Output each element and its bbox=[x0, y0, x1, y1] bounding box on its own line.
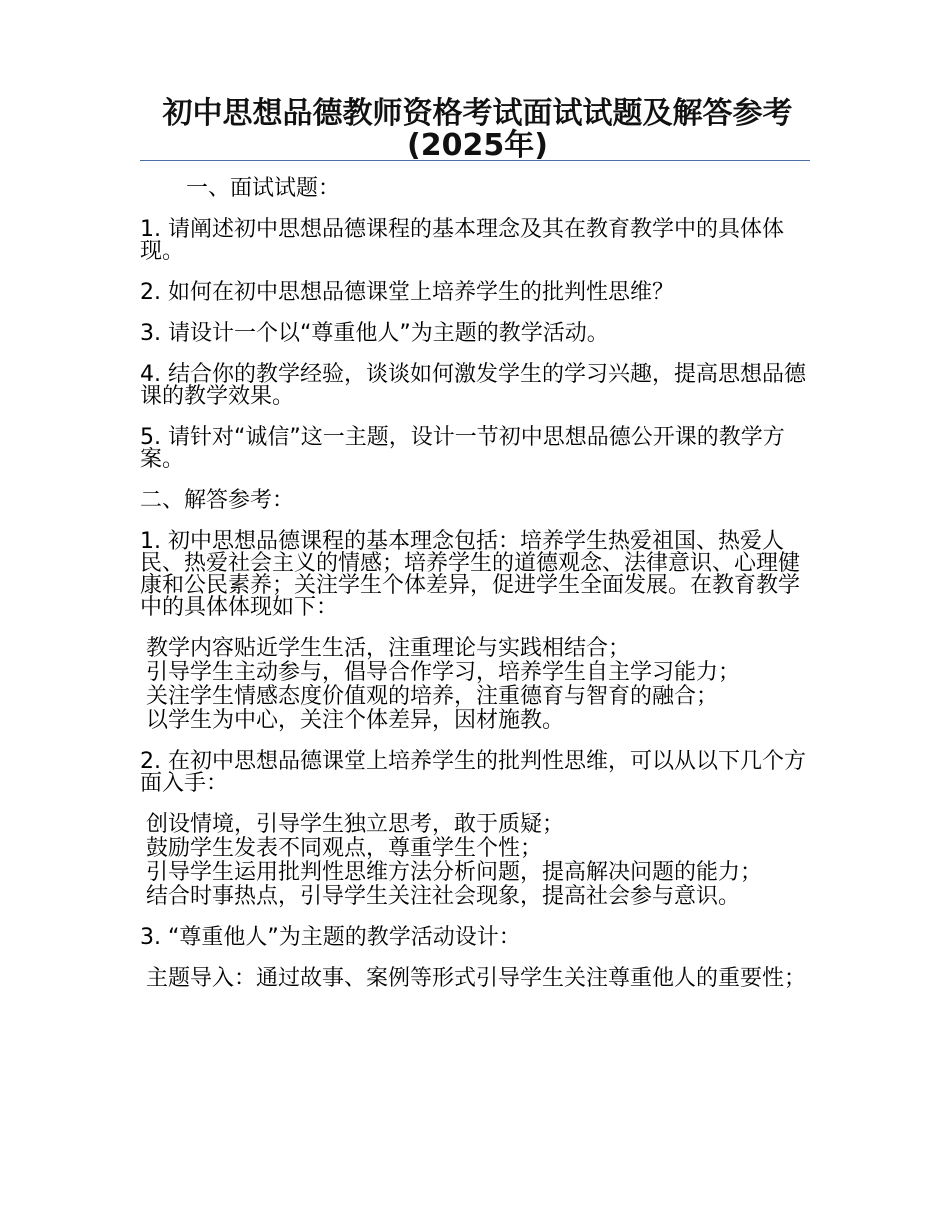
question-item: 2. 如何在初中思想品德课堂上培养学生的批判性思维？ bbox=[140, 280, 674, 305]
answer-point: 引导学生运用批判性思维方法分析问题，提高解决问题的能力； bbox=[146, 860, 763, 885]
answer-point: 结合时事热点，引导学生关注社会现象，提高社会参与意识。 bbox=[146, 884, 741, 909]
answer-point: 鼓励学生发表不同观点，尊重学生个性； bbox=[146, 836, 543, 861]
answer-points bbox=[140, 638, 812, 732]
answer-point: 引导学生主动参与，倡导合作学习，培养学生自主学习能力； bbox=[146, 660, 741, 685]
answer-intro: 3. “尊重他人”为主题的教学活动设计： bbox=[140, 925, 521, 950]
section-heading-answers: 二、解答参考： bbox=[140, 488, 295, 513]
question-item: 5. 请针对“诚信”这一主题，设计一节初中思想品德公开课的教学方案。 bbox=[140, 425, 785, 472]
document-body bbox=[140, 178, 812, 1009]
question-item: 3. 请设计一个以“尊重他人”为主题的教学活动。 bbox=[140, 321, 609, 346]
answer-point: 创设情境，引导学生独立思考，敢于质疑； bbox=[146, 812, 565, 837]
question-item: 1. 请阐述初中思想品德课程的基本理念及其在教育教学中的具体体现。 bbox=[140, 217, 784, 264]
answer-point: 关注学生情感态度价值观的培养，注重德育与智育的融合； bbox=[146, 684, 719, 709]
answer-point: 教学内容贴近学生生活，注重理论与实践相结合； bbox=[146, 636, 631, 661]
answer-points bbox=[140, 968, 812, 990]
answer-intro: 2. 在初中思想品德课堂上培养学生的批判性思维，可以从以下几个方面入手： bbox=[140, 749, 806, 796]
answer-point: 主题导入：通过故事、案例等形式引导学生关注尊重他人的重要性； bbox=[146, 966, 807, 991]
answer-intro: 1. 初中思想品德课程的基本理念包括：培养学生热爱祖国、热爱人民、热爱社会主义的情感；培养学生的道德观念、法律意识、心理健康和公民素养；关注学生个体差异，促进学生全面发展。在教育教学中的具体体现如下： bbox=[140, 529, 801, 620]
answer-points bbox=[140, 814, 812, 908]
answer-point: 以学生为中心，关注个体差异，因材施教。 bbox=[146, 708, 565, 733]
question-item: 4. 结合你的教学经验，谈谈如何激发学生的学习兴趣，提高思想品德课的教学效果。 bbox=[140, 362, 806, 409]
title-divider bbox=[140, 160, 810, 161]
document-title: 初中思想品德教师资格考试面试试题及解答参考(2025年) bbox=[162, 96, 793, 163]
section-heading-questions: 一、面试试题： bbox=[186, 176, 341, 201]
